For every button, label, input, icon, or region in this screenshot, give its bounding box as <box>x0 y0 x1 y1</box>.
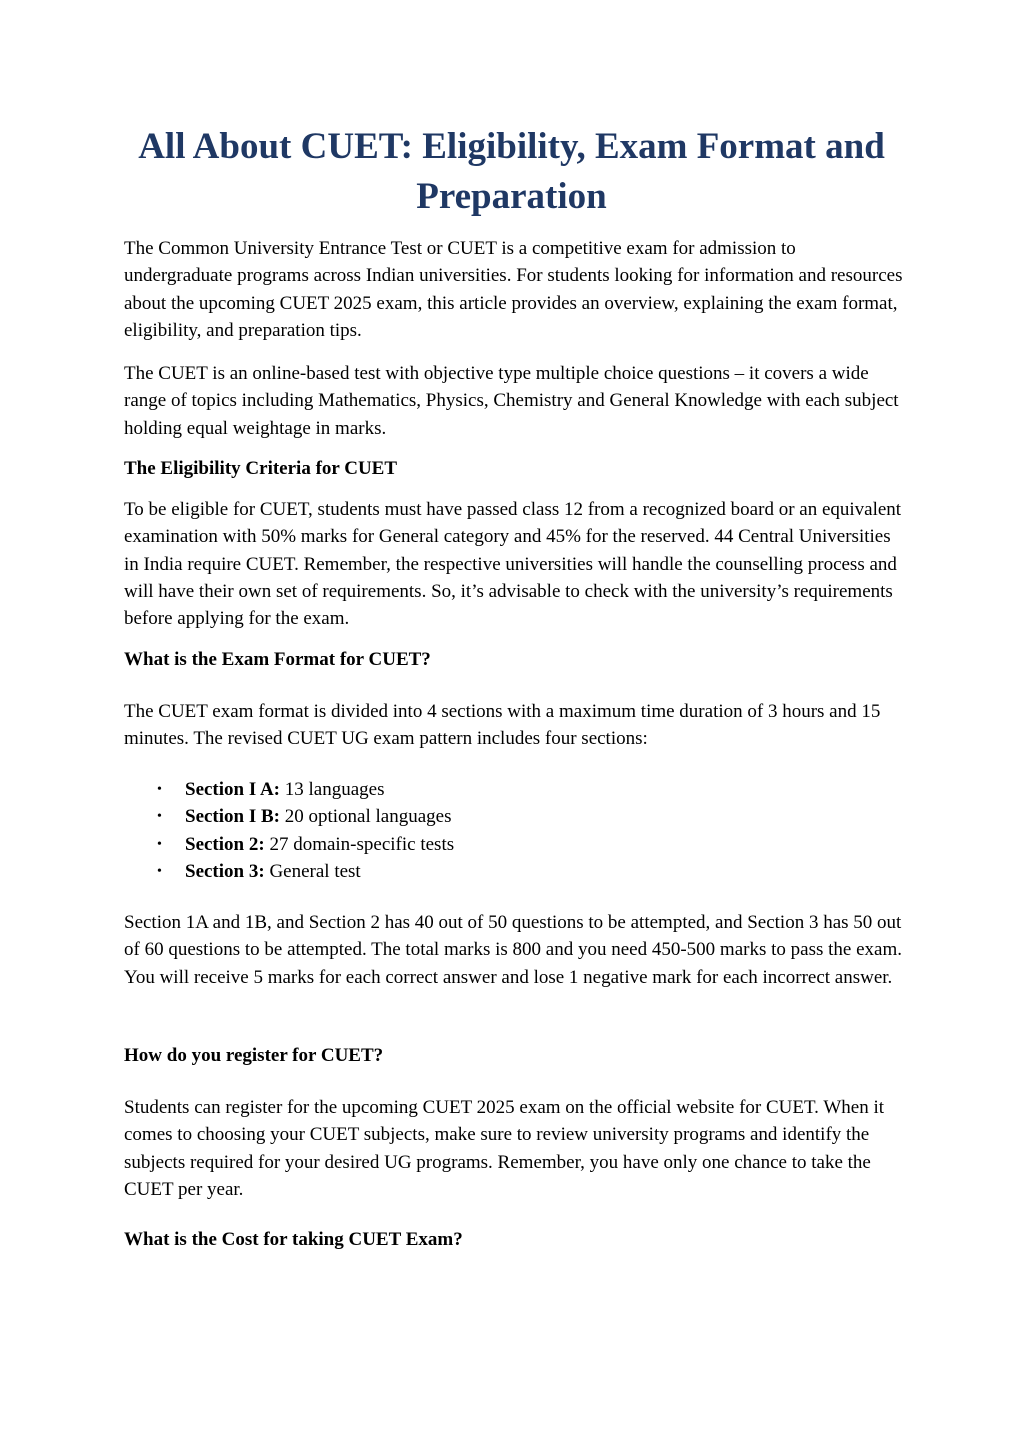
list-item <box>124 803 904 830</box>
bullet-icon: • <box>157 809 162 825</box>
intro-paragraph-1: The Common University Entrance Test or CUET is a competitive exam for admission to undergraduate programs across Indian universities. For students looking for information and resources about the upcoming CUET 2025 exam, this article provides an overview, explaining the exam format, eligibility, and preparation tips. <box>124 238 903 341</box>
sections-list <box>124 776 904 885</box>
register-heading: How do you register for CUET? <box>124 1045 384 1066</box>
section-label: Section I A: <box>185 779 280 800</box>
section-label: Section 2: <box>185 833 265 855</box>
format-heading: What is the Exam Format for CUET? <box>124 649 431 670</box>
section-text: 27 domain-specific tests <box>264 833 455 855</box>
page-title: All About CUET: Eligibility, Exam Format and Preparation <box>138 126 885 217</box>
list-item <box>124 831 904 858</box>
intro-paragraph-2: The CUET is an online-based test with objective type multiple choice questions – it covers a wide range of topics including Mathematics, Physics, Chemistry and General Knowledge with each subject holding equal weightage in marks. <box>124 363 899 439</box>
section-text: General test <box>264 860 361 882</box>
eligibility-heading: The Eligibility Criteria for CUET <box>124 458 398 479</box>
format-paragraph: The CUET exam format is divided into 4 sections with a maximum time duration of 3 hours and 15 minutes. The revised CUET UG exam pattern includes four sections: <box>124 701 881 750</box>
bullet-icon: • <box>157 863 162 879</box>
bullet-icon: • <box>157 836 162 852</box>
bullet-icon: • <box>157 782 162 797</box>
list-item <box>124 776 904 803</box>
section-label: Section I B: <box>185 806 280 828</box>
marks-paragraph: Section 1A and 1B, and Section 2 has 40 out of 50 questions to be attempted, and Section 3 has 50 out of 60 questions to be attempted. The total marks is 800 and you need 450-500 marks to pass the exam. You will receive 5 marks for each correct answer and lose 1 negative mark for each incorrect answer. <box>124 912 902 988</box>
eligibility-paragraph: To be eligible for CUET, students must have passed class 12 from a recognized board or an equivalent examination with 50% marks for General category and 45% for the reserved. 44 Central Universities in India require CUET. Remember, the respective universities will handle the counselling process and will have their own set of requirements. So, it’s advisable to check with the university’s requirements before applying for the exam. <box>124 499 902 630</box>
list-item <box>124 858 904 885</box>
section-text: 13 languages <box>280 779 385 800</box>
register-paragraph: Students can register for the upcoming CUET 2025 exam on the official website for CUET. When it comes to choosing your CUET subjects, make sure to review university programs and identify the subjects required for your desired UG programs. Remember, you have only one chance to take the CUET per year. <box>124 1097 884 1200</box>
section-text: 20 optional languages <box>280 806 452 828</box>
section-label: Section 3: <box>185 860 265 882</box>
cost-heading: What is the Cost for taking CUET Exam? <box>124 1229 463 1250</box>
